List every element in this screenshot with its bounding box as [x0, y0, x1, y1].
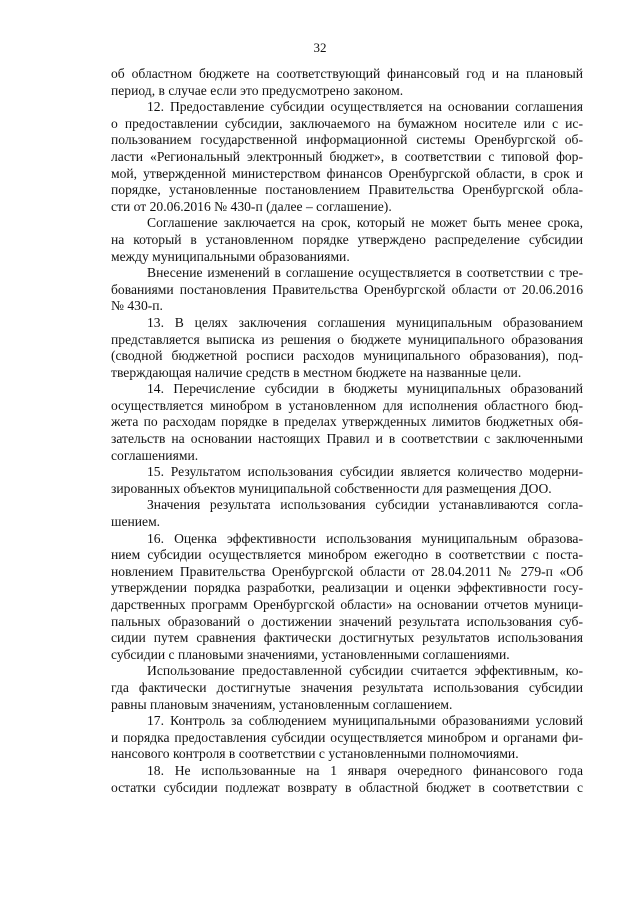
text-line: на который в установленном порядке утверждено распределение субсидии [111, 231, 583, 247]
text-line: гда фактически достигнутые значения результата использования субсидии [111, 679, 583, 695]
text-line: об областном бюджете на соответствующий финансовый год и на плановый [111, 66, 583, 81]
text-line: нием субсидии осуществляется минобром ежегодно в соответствии с поста- [111, 547, 583, 563]
text-line: 12. Предоставление субсидии осуществляется на основании соглашения [147, 99, 583, 115]
text-line: период, в случае если это предусмотрено законом. [111, 82, 404, 98]
text-line: ласти «Региональный электронный бюджет», в соответствии с типовой фор- [111, 148, 583, 164]
text-line: остатки субсидии подлежат возврату в областной бюджет в соответствии с [111, 779, 583, 795]
paragraph [111, 713, 583, 763]
paragraph [111, 763, 583, 796]
text-line: Соглашение заключается на срок, который не может быть менее срока, [147, 215, 583, 231]
text-line: (сводной бюджетной росписи расходов муниципального образования), под- [111, 348, 583, 364]
document-body [111, 66, 583, 796]
text-line: Использование предоставленной субсидии считается эффективным, ко- [147, 663, 583, 679]
text-line: и порядка предоставления субсидии осуществляется минобром и органами фи- [111, 729, 583, 745]
text-line: представляется выписка из решения о бюджете муниципального образования [111, 331, 583, 347]
text-line: между муниципальными образованиями. [111, 248, 350, 264]
text-line: 15. Результатом использования субсидии является количество модерни- [147, 464, 583, 480]
text-line: Внесение изменений в соглашение осуществляется в соответствии с тре- [147, 265, 583, 281]
text-line: мой, утвержденной министерством финансов Оренбургской области, в срок и [111, 165, 583, 181]
paragraph [111, 315, 583, 381]
text-line: порядке, установленные постановлением Правительства Оренбургской обла- [111, 182, 583, 198]
text-line: дарственных программ Оренбургской области» на основании отчетов муници- [111, 597, 583, 612]
text-line: № 430-п. [111, 298, 163, 314]
text-line: зательств на основании настоящих Правил и в соответствии с заключенными [111, 431, 583, 447]
text-line: пальных образований о достижении значений результата использования суб- [111, 613, 583, 629]
text-line: зированных объектов муниципальной собственности для размещения ДОО. [111, 480, 552, 496]
text-line: сидии путем сравнения фактически достигнутых результатов использования [111, 630, 583, 646]
text-line: сти от 20.06.2016 № 430-п (далее – соглашение). [111, 198, 392, 214]
text-line: нансового контроля в соответствии с установленными полномочиями. [111, 746, 519, 762]
paragraph [111, 531, 583, 664]
text-line: 16. Оценка эффективности использования муниципальным образова- [147, 530, 583, 546]
text-line: новлением Правительства Оренбургской области от 28.04.2011 № 279-п «Об [111, 563, 583, 579]
text-line: осуществляется минобром в установленном для исполнения областного бюд- [111, 397, 583, 413]
text-line: бованиями постановления Правительства Оренбургской области от 20.06.2016 [111, 281, 583, 297]
text-line: 14. Перечисление субсидии в бюджеты муниципальных образований [147, 381, 583, 397]
text-line: Значения результата использования субсидии устанавливаются согла- [147, 497, 583, 513]
text-line: жета по расходам порядке в пределах утвержденных лимитов бюджетных обя- [111, 414, 583, 430]
text-line: соглашениями. [111, 447, 199, 463]
text-line: о предоставлении субсидии, заключаемого на бумажном носителе или с ис- [111, 115, 583, 131]
paragraph [111, 663, 583, 713]
paragraph [111, 497, 583, 530]
text-line: 13. В целях заключения соглашения муниципальным образованием [147, 314, 583, 330]
paragraph [111, 265, 583, 315]
paragraph [111, 464, 583, 497]
text-line: тверждающая наличие средств в местном бюджете на названные цели. [111, 364, 522, 380]
paragraph [111, 99, 583, 215]
text-line: 17. Контроль за соблюдением муниципальными образованиями условий [147, 713, 583, 729]
paragraph [111, 215, 583, 265]
text-line: утверждении порядка разработки, реализации и оценки эффективности госу- [111, 580, 583, 596]
text-line: равны плановым значениям, установленным соглашением. [111, 696, 453, 712]
paragraph [111, 381, 583, 464]
page-number: 32 [313, 40, 327, 55]
text-line: 18. Не использованные на 1 января очередного финансового года [147, 762, 583, 778]
text-line: пользованием государственной информационной системы Оренбургской об- [111, 132, 583, 148]
text-line: субсидии с плановыми значениями, установленными соглашениями. [111, 646, 510, 662]
paragraph [111, 66, 583, 99]
text-line: шением. [111, 514, 161, 530]
